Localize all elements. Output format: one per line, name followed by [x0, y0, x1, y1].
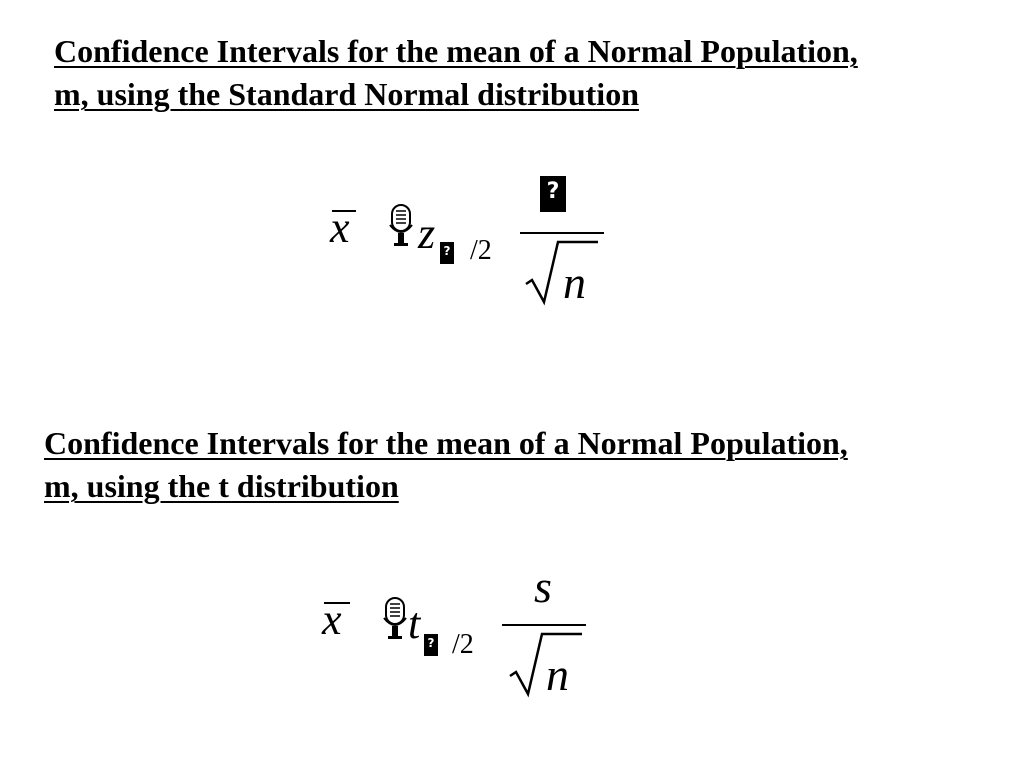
missing-glyph-icon: ? [540, 176, 566, 212]
mean-symbol: x [330, 203, 350, 252]
heading-standard-normal: Confidence Intervals for the mean of a Normal Population, m, using the Standard Normal distribution [54, 33, 858, 112]
microphone-icon [382, 596, 408, 642]
subscript-tail: /2 [470, 235, 492, 266]
heading-t-distribution: Confidence Intervals for the mean of a Normal Population, m, using the t distribution [44, 425, 848, 504]
numerator-s: s [534, 561, 552, 612]
denominator-n: n [563, 257, 586, 308]
critical-symbol-z: z [418, 209, 436, 258]
denominator-n: n [546, 649, 569, 700]
fraction-line [502, 624, 586, 626]
mean-symbol: x [322, 595, 342, 644]
subscript-tail: /2 [452, 629, 474, 660]
missing-glyph-icon: ? [440, 242, 454, 264]
missing-glyph-icon: ? [424, 634, 438, 656]
critical-symbol-t: t [408, 599, 421, 648]
